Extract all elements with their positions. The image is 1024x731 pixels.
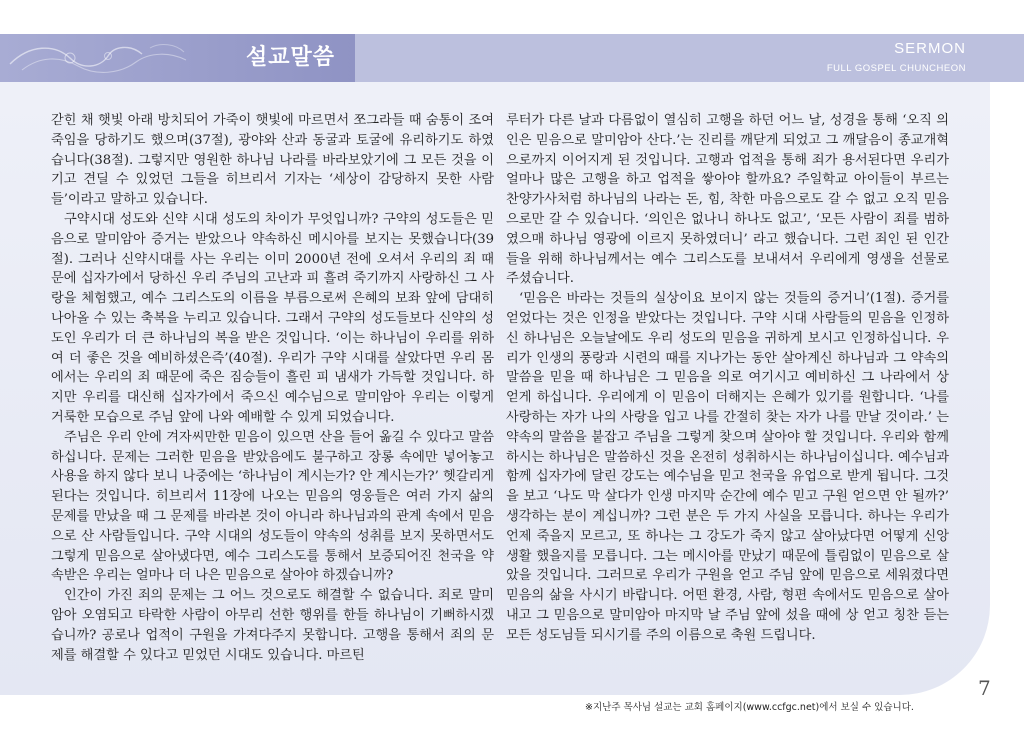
- paragraph: 갇힌 채 햇빛 아래 방치되어 가죽이 햇빛에 마르면서 쪼그라들 때 숨통이 조여 죽임을 당하기도 했으며(37절), 광야와 산과 동굴과 토굴에 유리하기도 하였습니다(38절). 그렇지만 영원한 하나님 나라를 바라보았기에 그 모든 것을 이기고 견딜 수 있었던 그들을 히브리서 기자는 ‘세상이 감당하지 못한 사람들’이라고 말하고 있습니다.: [51, 113, 494, 208]
- paragraph: 구약시대 성도와 신약 시대 성도의 차이가 무엇입니까? 구약의 성도들은 믿음으로 말미암아 증거는 받았으나 약속하신 메시아를 보지는 못했습니다(39절). 그러나 신약시대를 사는 우리는 이미 2000년 전에 오셔서 우리의 죄 때문에 십자가에서 당하신 우리 주님의 고난과 피 흘려 죽기까지 사랑하신 그 사랑을 체험했고, 예수 그리스도의 이름을 부름으로써 은혜의 보좌 앞에 담대히 나아올 수 있는 축복을 누리고 있습니다. 그래서 구약의 성도들보다 신약의 성도인 우리가 더 큰 하나님의 복을 받은 것입니다. ‘이는 하나님이 우리를 위하여 더 좋은 것을 예비하셨은즉’(40절). 우리가 구약 시대를 살았다면 우리 몸에서는 우리의 죄 때문에 죽은 짐승들이 흘린 피 냄새가 가득할 것입니다. 하지만 우리를 대신해 십자가에서 죽으신 예수님으로 말미암아 우리는 이렇게 거룩한 모습으로 주님 앞에 나와 예배할 수 있게 되었습니다.: [51, 211, 494, 425]
- church-name: FULL GOSPEL CHUNCHEON: [826, 63, 966, 74]
- page-number: 7: [978, 676, 991, 700]
- paragraph: 주님은 우리 안에 겨자씨만한 믿음이 있으면 산을 들어 옮길 수 있다고 말씀하십니다. 문제는 그러한 믿음을 받았음에도 불구하고 장롱 속에만 넣어놓고 사용을 하지 않다 보니 나중에는 ‘하나님이 계시는가? 안 계시는가?’ 헷갈리게 된다는 것입니다. 히브리서 11장에 나오는 믿음의 영웅들은 여러 가지 삶의 문제를 만났을 때 그 문제를 바라본 것이 아니라 하나님과의 관계 속에서 믿음으로 산 사람들입니다. 구약 시대의 성도들이 약속의 성취를 보지 못하면서도 그렇게 믿음으로 살아냈다면, 예수 그리스도를 통해서 보증되어진 천국을 약속받은 우리는 얼마나 더 나은 믿음으로 살아야 하겠습니까?: [51, 429, 494, 584]
- paragraph: ‘믿음은 바라는 것들의 실상이요 보이지 않는 것들의 증거니’(1절). 증거를 얻었다는 것은 인정을 받았다는 것입니다. 구약 시대 사람들의 믿음을 인정하신 하나님은 오늘날에도 우리 성도의 믿음을 귀하게 보시고 인정하십니다. 우리가 인생의 풍랑과 시련의 때를 지나가는 동안 살아계신 하나님과 그 약속의 말씀을 믿을 때 하나님은 그 믿음을 의로 여기시고 예비하신 그 나라에서 상 얻게 하십니다. 우리에게 이 믿음이 더해지는 은혜가 있기를 원합니다. ‘나를 사랑하는 자가 나의 사랑을 입고 나를 간절히 찾는 자가 나를 만날 것이라.’ 는 약속의 말씀을 붙잡고 주님을 그렇게 찾으며 살아야 할 것입니다. 우리와 함께 하시는 하나님은 말씀하신 것을 온전히 성취하시는 하나님이십니다. 예수님과 함께 십자가에 달린 강도는 예수님을 믿고 천국을 유업으로 받게 됩니다. 그것을 보고 ‘나도 막 살다가 인생 마지막 순간에 예수 믿고 구원 얻으면 안 될까?’ 생각하는 분이 계십니까? 그런 분은 두 가지 사실을 모릅니다. 하나는 우리가 언제 죽을지 모르고, 또 하나는 그 강도가 죽지 않고 살아났다면 어떻게 신앙생활 했을지를 모릅니다. 그는 메시아를 만났기 때문에 틀림없이 믿음으로 살았을 것입니다. 그러므로 우리가 구원을 얻고 주님 앞에 믿음으로 세워졌다면 믿음의 삶을 사시기 바랍니다. 어떤 환경, 사람, 형편 속에서도 믿음으로 살아내고 그 믿음으로 말미암아 마지막 날 주님 앞에 섰을 때에 상 얻고 칭찬 듣는 모든 성도님들 되시기를 주의 이름으로 축원 드립니다.: [506, 291, 949, 643]
- footnote: ※지난주 목사님 설교는 교회 홈페이지(www.ccfgc.net)에서 보실 수 있습니다.: [585, 702, 914, 713]
- section-label: SERMON: [894, 40, 966, 57]
- left-column: [51, 111, 494, 665]
- page-title: 설교말씀: [246, 45, 336, 70]
- paragraph: 인간이 가진 죄의 문제는 그 어느 것으로도 해결할 수 없습니다. 죄로 말미암아 오염되고 타락한 사람이 아무리 선한 행위를 한들 하나님이 기뻐하시겠습니까? 공로나 업적이 구원을 가져다주지 못합니다. 고행을 통해서 죄의 문제를 해결할 수 있다고 믿었던 시대도 있습니다. 마르틴: [51, 588, 494, 663]
- paragraph: 루터가 다른 날과 다름없이 열심히 고행을 하던 어느 날, 성경을 통해 ‘오직 의인은 믿음으로 말미암아 산다.’는 진리를 깨닫게 되었고 그 깨달음이 종교개혁으로까지 이어지게 된 것입니다. 고행과 업적을 통해 죄가 용서된다면 우리가 얼마나 많은 고행을 하고 업적을 쌓아야 할까요? 주일학교 아이들이 부르는 찬양가사처럼 하나님의 나라는 돈, 힘, 착한 마음으로도 갈 수 없고 오직 믿음으로만 갈 수 있습니다. ‘의인은 없나니 하나도 없고’, ‘모든 사람이 죄를 범하였으매 하나님 영광에 이르지 못하였더니’ 라고 했습니다. 그런 죄인 된 인간들을 위해 하나님께서는 예수 그리스도를 보내셔서 우리에게 영생을 선물로 주셨습니다.: [506, 113, 949, 287]
- right-column: [506, 111, 949, 646]
